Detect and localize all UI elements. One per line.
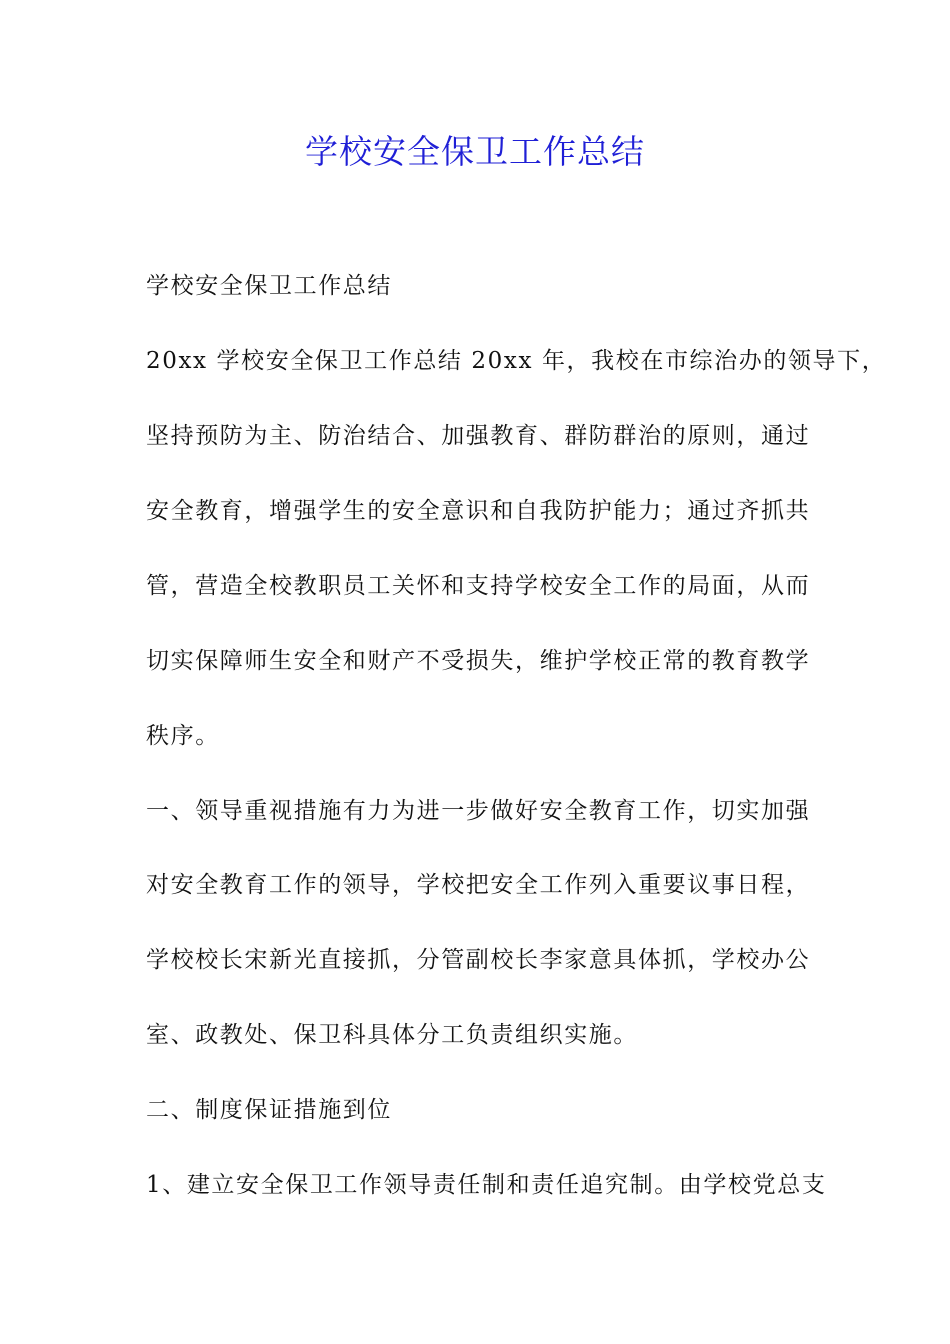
body-line: 切实保障师生安全和财产不受损失，维护学校正常的教育教学 xyxy=(146,648,811,674)
body-line: 安全教育，增强学生的安全意识和自我防护能力；通过齐抓共 xyxy=(146,498,811,524)
document-title: 学校安全保卫工作总结 xyxy=(305,132,645,171)
body-line: 秩序。 xyxy=(146,723,220,749)
body-line: 20xx 学校安全保卫工作总结 20xx 年，我校在市综治办的领导下， xyxy=(146,348,887,374)
body-line: 1、建立安全保卫工作领导责任制和责任追究制。由学校党总支 xyxy=(146,1172,827,1198)
body-line: 室、政教处、保卫科具体分工负责组织实施。 xyxy=(146,1022,638,1048)
body-line: 一、领导重视措施有力为进一步做好安全教育工作，切实加强 xyxy=(146,798,811,824)
body-line: 管，营造全校教职员工关怀和支持学校安全工作的局面，从而 xyxy=(146,573,811,599)
body-line: 学校安全保卫工作总结 xyxy=(146,273,392,299)
body-line: 坚持预防为主、防治结合、加强教育、群防群治的原则，通过 xyxy=(146,423,811,449)
body-line: 对安全教育工作的领导，学校把安全工作列入重要议事日程， xyxy=(146,872,811,898)
body-line: 学校校长宋新光直接抓，分管副校长李家意具体抓，学校办公 xyxy=(146,947,811,973)
body-line: 二、制度保证措施到位 xyxy=(146,1097,392,1123)
